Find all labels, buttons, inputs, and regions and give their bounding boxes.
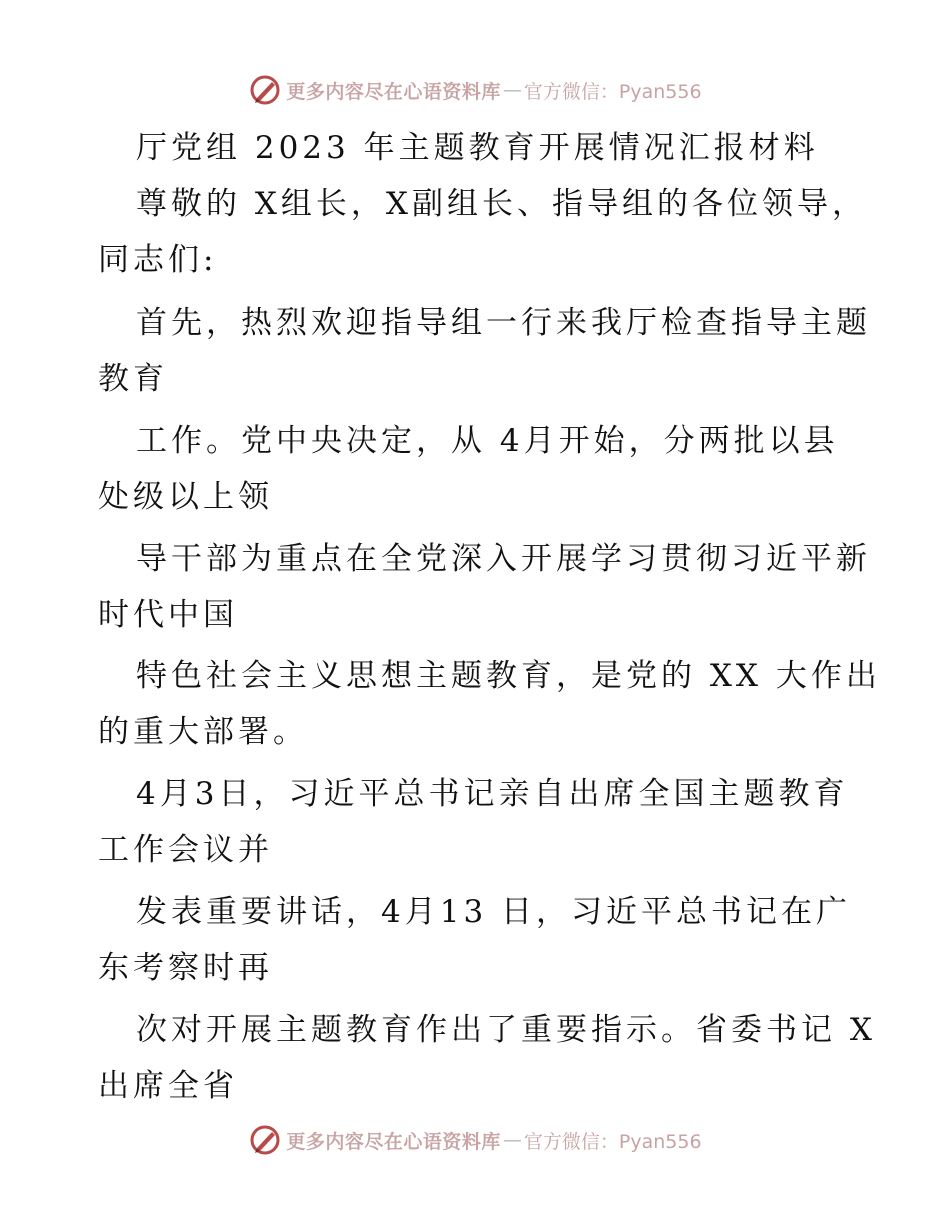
banner-separator: — bbox=[502, 79, 522, 101]
paragraph-line: 次对开展主题教育作出了重要指示。省委书记 X bbox=[136, 1012, 876, 1048]
paragraph-line: 东考察时再 bbox=[98, 950, 273, 986]
paragraph-line: 工作会议并 bbox=[98, 832, 273, 868]
paragraph-line: 工作。党中央决定，从 4月开始，分两批以县 bbox=[136, 423, 839, 459]
pen-logo-icon bbox=[248, 73, 282, 107]
header-watermark-banner bbox=[0, 70, 950, 110]
paragraph-line: 4月3日，习近平总书记亲自出席全国主题教育 bbox=[136, 776, 849, 812]
document-title: 厅党组 2023 年主题教育开展情况汇报材料 bbox=[136, 130, 819, 166]
paragraph-line: 的重大部署。 bbox=[98, 714, 308, 750]
banner-left-text: 更多内容尽在心语资料库 bbox=[286, 80, 501, 103]
pen-logo-icon bbox=[248, 1123, 282, 1157]
paragraph-line: 处级以上领 bbox=[98, 479, 273, 515]
paragraph-line: 出席全省 bbox=[98, 1068, 238, 1104]
banner-left-text: 更多内容尽在心语资料库 bbox=[286, 1130, 501, 1153]
paragraph-line: 发表重要讲话，4月13 日，习近平总书记在广 bbox=[136, 894, 852, 930]
banner-right-text: 官方微信：Pyan556 bbox=[523, 1130, 702, 1153]
paragraph-line: 尊敬的 X组长，X副组长、指导组的各位领导， bbox=[136, 186, 867, 222]
paragraph-line: 导干部为重点在全党深入开展学习贯彻习近平新 bbox=[136, 541, 871, 577]
banner-right-text: 官方微信：Pyan556 bbox=[523, 80, 702, 103]
paragraph-line: 教育 bbox=[98, 361, 168, 397]
footer-watermark-banner bbox=[0, 1120, 950, 1160]
paragraph-line: 时代中国 bbox=[98, 597, 238, 633]
paragraph-line: 特色社会主义思想主题教育，是党的 XX 大作出 bbox=[136, 658, 881, 694]
banner-separator: — bbox=[502, 1129, 522, 1151]
paragraph-line: 首先，热烈欢迎指导组一行来我厅检查指导主题 bbox=[136, 305, 871, 341]
paragraph-line: 同志们: bbox=[98, 242, 218, 278]
